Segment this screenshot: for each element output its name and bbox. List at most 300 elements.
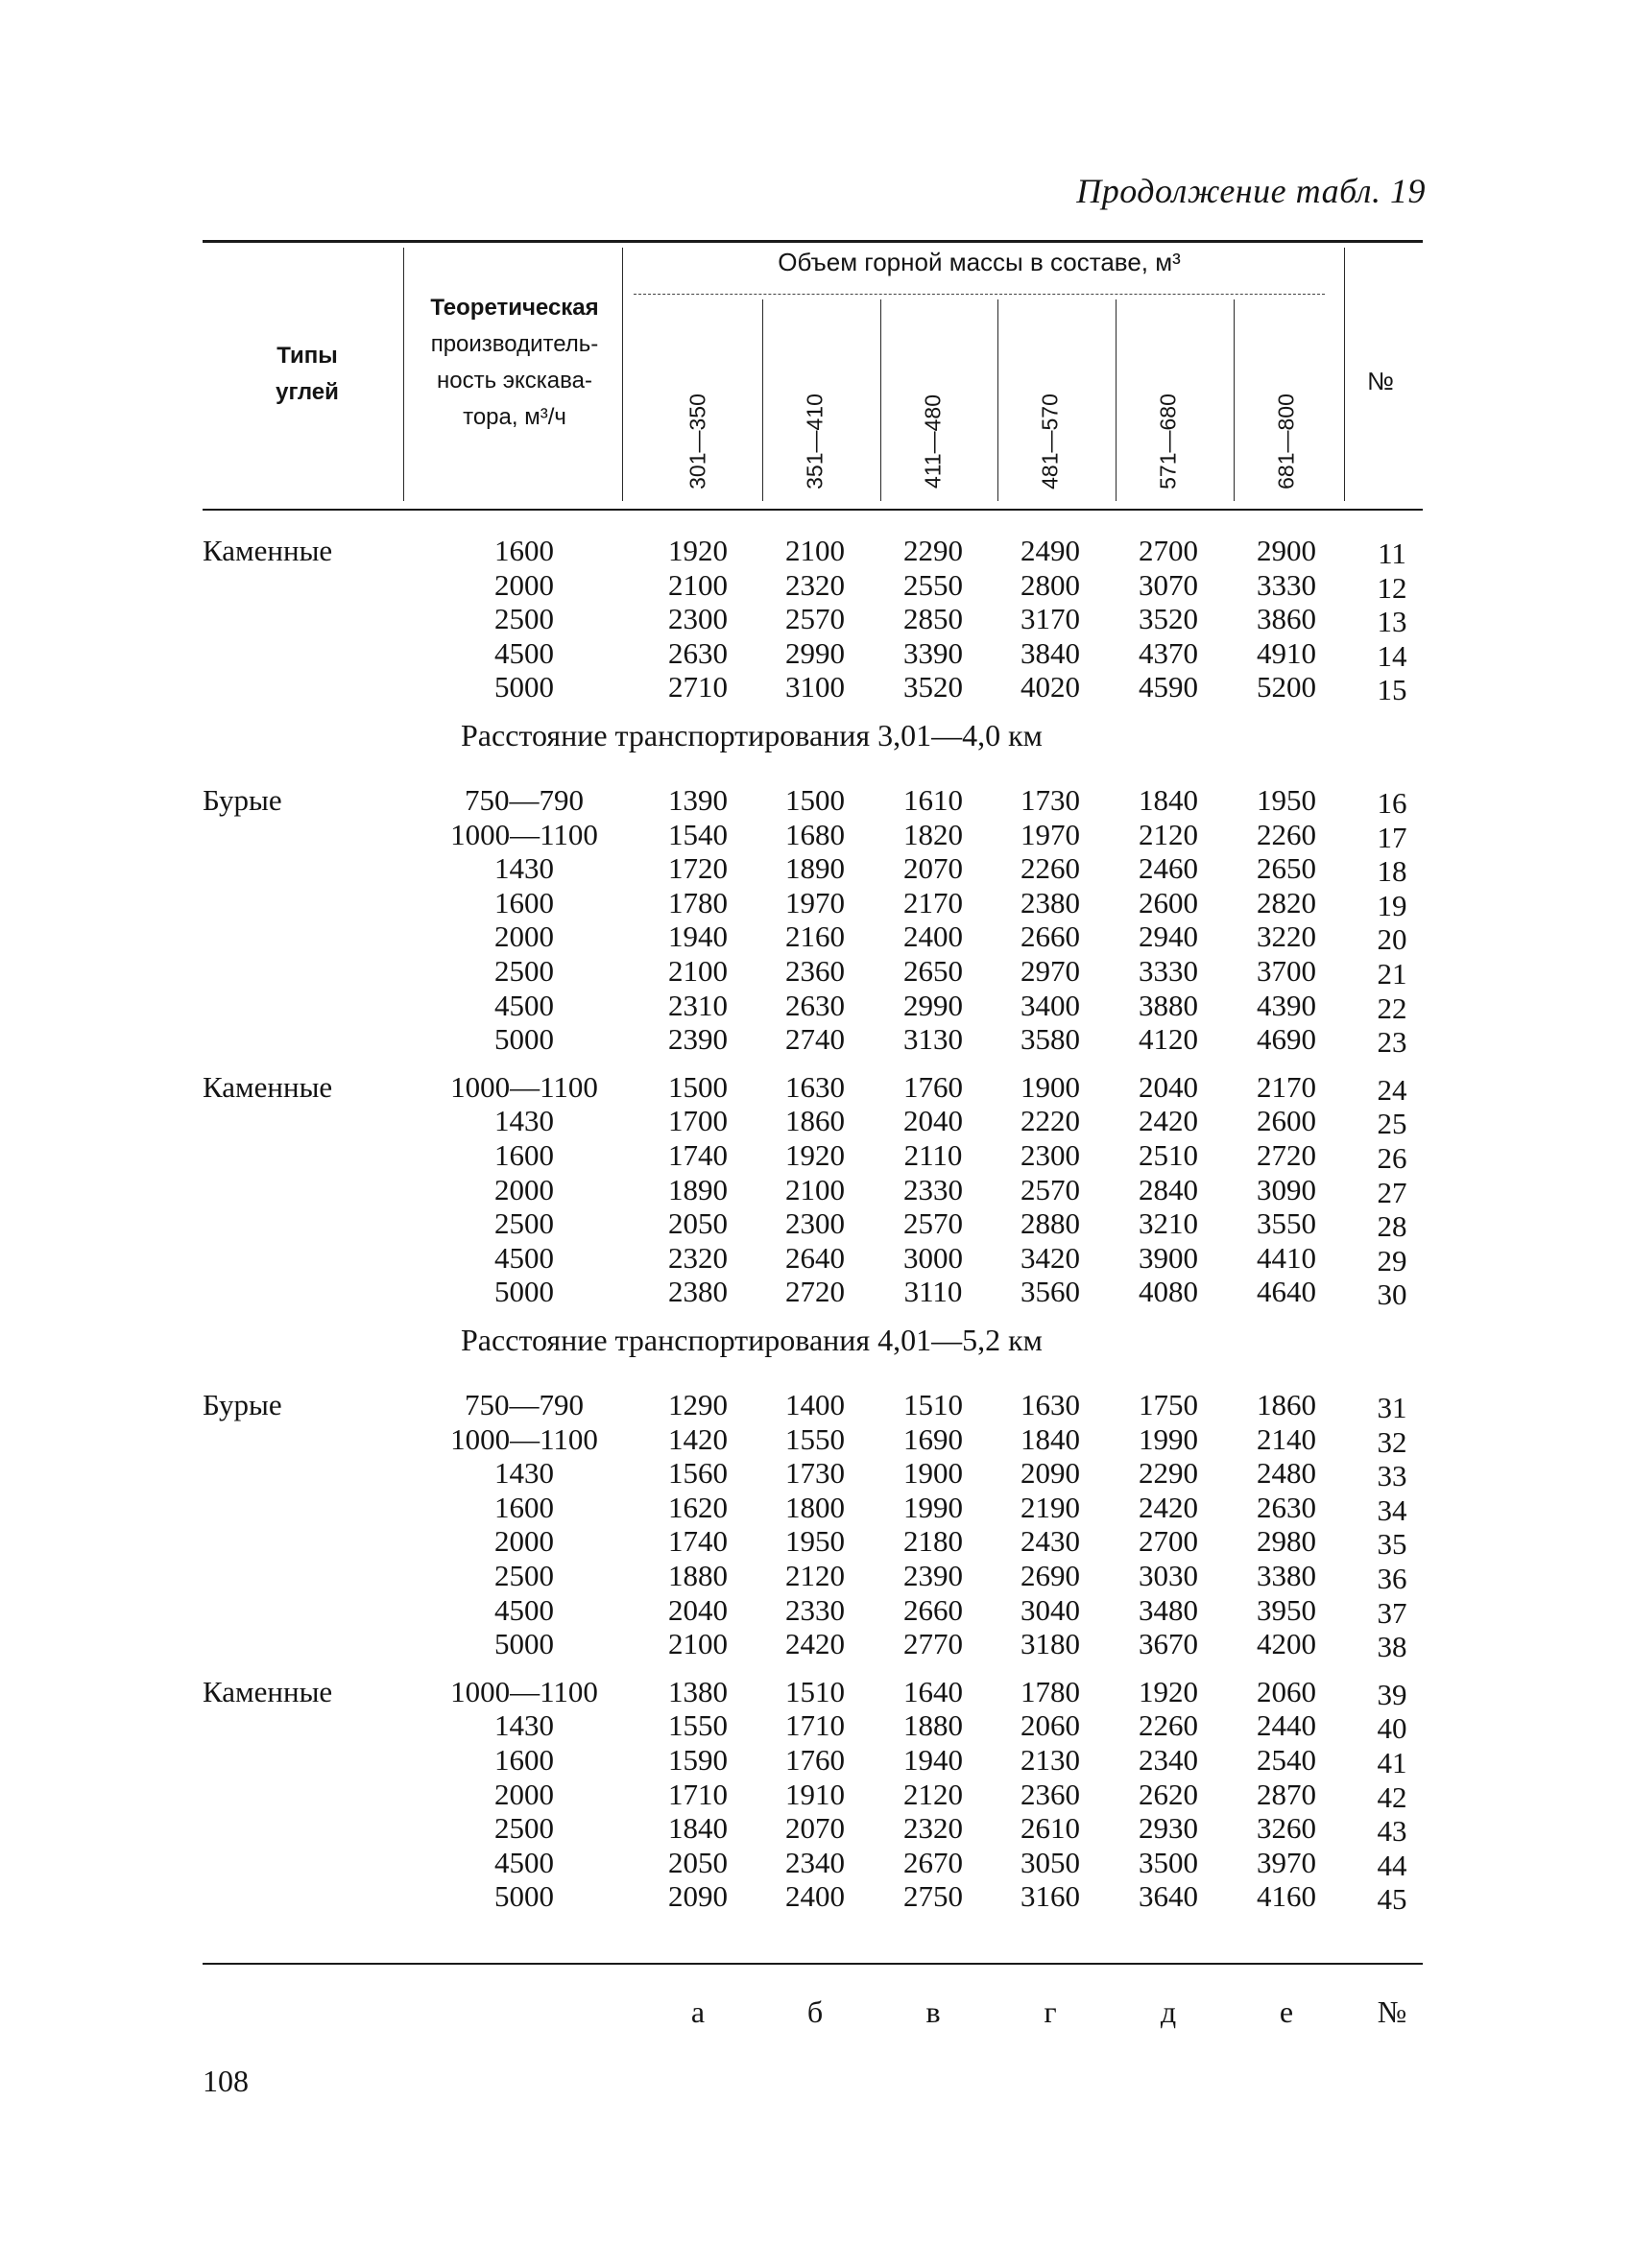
volume-value: 4910	[1257, 635, 1316, 670]
volume-value: 2770	[903, 1627, 963, 1661]
volume-value: 1630	[785, 1069, 845, 1104]
row-number: 28	[1377, 1209, 1407, 1244]
volume-value: 3500	[1139, 1845, 1198, 1879]
volume-value: 1550	[785, 1421, 845, 1456]
volume-value: 2630	[785, 988, 845, 1022]
types-header-line: Типы	[276, 343, 338, 369]
volume-value: 2650	[1257, 851, 1316, 886]
volume-value: 4200	[1257, 1627, 1316, 1661]
volume-value: 2460	[1139, 851, 1198, 886]
row-number: 42	[1377, 1779, 1407, 1814]
volume-value: 1860	[785, 1104, 845, 1138]
volume-range-header	[916, 384, 950, 499]
volume-value: 2570	[1021, 1172, 1080, 1206]
volume-value: 1880	[668, 1559, 728, 1592]
volume-value: 2850	[903, 602, 963, 636]
productivity-header	[407, 290, 622, 436]
coal-type: Каменные	[203, 1069, 333, 1104]
row-number: 39	[1377, 1677, 1407, 1711]
volume-value: 3880	[1139, 988, 1198, 1022]
volume-value: 1740	[668, 1524, 728, 1559]
productivity-value: 1430	[494, 1104, 554, 1138]
productivity-value: 4500	[494, 1845, 554, 1879]
volume-value: 3330	[1257, 567, 1316, 602]
volume-value: 3860	[1257, 602, 1316, 636]
volume-value: 1380	[668, 1674, 728, 1708]
volume-value: 1710	[785, 1708, 845, 1743]
row-number: 11	[1378, 537, 1406, 570]
volume-value: 2630	[1257, 1490, 1316, 1524]
row-number: 33	[1377, 1459, 1407, 1493]
volume-range-header	[1033, 384, 1068, 499]
volume-value: 3330	[1139, 954, 1198, 988]
volume-value: 2220	[1021, 1104, 1080, 1138]
volume-value: 2840	[1139, 1172, 1198, 1206]
volume-value: 2400	[785, 1879, 845, 1914]
productivity-value: 1000—1100	[450, 817, 598, 851]
volume-value: 1720	[668, 851, 728, 886]
volume-value: 2170	[1257, 1069, 1316, 1104]
volume-value: 3900	[1139, 1240, 1198, 1275]
volume-value: 4390	[1257, 988, 1316, 1022]
volume-value: 2700	[1139, 534, 1198, 567]
volume-value: 1890	[668, 1172, 728, 1206]
types-header-line: углей	[276, 379, 339, 405]
productivity-header-line: ность экскава-	[437, 368, 592, 394]
volume-value: 3180	[1021, 1627, 1080, 1661]
volume-value: 2300	[785, 1206, 845, 1241]
productivity-value: 2500	[494, 1206, 554, 1241]
volume-value: 2310	[668, 988, 728, 1022]
volume-value: 2340	[1139, 1743, 1198, 1777]
volume-value: 2290	[903, 534, 963, 567]
productivity-value: 750—790	[465, 1388, 584, 1421]
volume-value: 1890	[785, 851, 845, 886]
volume-value: 4120	[1139, 1022, 1198, 1057]
volume-value: 1970	[1021, 817, 1080, 851]
productivity-value: 4500	[494, 1240, 554, 1275]
volume-value: 3640	[1139, 1879, 1198, 1914]
volume-value: 2620	[1139, 1777, 1198, 1811]
section-title: Расстояние транспортирования 4,01—5,2 км	[461, 1323, 1043, 1357]
volume-value: 2120	[903, 1777, 963, 1811]
volume-value: 3670	[1139, 1627, 1198, 1661]
volume-value: 2090	[668, 1879, 728, 1914]
header-divider	[403, 248, 404, 501]
row-number: 23	[1377, 1025, 1407, 1060]
volume-value: 4020	[1021, 670, 1080, 704]
productivity-value: 5000	[494, 1627, 554, 1661]
volume-value: 2540	[1257, 1743, 1316, 1777]
volume-range-header	[1269, 384, 1304, 499]
volume-value: 1820	[903, 817, 963, 851]
volume-range-label: 481—570	[1037, 394, 1063, 489]
volume-value: 2650	[903, 954, 963, 988]
row-number: 32	[1377, 1424, 1407, 1459]
volume-value: 1620	[668, 1490, 728, 1524]
volume-value: 2940	[1139, 919, 1198, 954]
number-header: №	[1367, 367, 1394, 395]
volume-value: 3400	[1021, 988, 1080, 1022]
volume-value: 2390	[668, 1022, 728, 1057]
volume-value: 3050	[1021, 1845, 1080, 1879]
volume-value: 2100	[668, 567, 728, 602]
volume-value: 1540	[668, 817, 728, 851]
volume-value: 1940	[668, 919, 728, 954]
row-number: 22	[1377, 991, 1407, 1025]
row-number: 18	[1377, 854, 1407, 889]
volume-value: 1840	[1139, 783, 1198, 817]
volume-value: 2260	[1139, 1708, 1198, 1743]
volume-header-rule	[634, 294, 1325, 295]
coal-type: Бурые	[203, 1388, 282, 1421]
volume-value: 1740	[668, 1138, 728, 1172]
column-letter: е	[1279, 1994, 1294, 2029]
volume-value: 2040	[1139, 1069, 1198, 1104]
volume-value: 1700	[668, 1104, 728, 1138]
volume-value: 2360	[785, 954, 845, 988]
productivity-value: 1600	[494, 1743, 554, 1777]
volume-value: 1970	[785, 885, 845, 919]
volume-value: 3100	[785, 670, 845, 704]
volume-value: 2110	[903, 1138, 963, 1172]
volume-value: 3070	[1139, 567, 1198, 602]
table-bottom-rule	[203, 1963, 1423, 1965]
volume-value: 1920	[668, 534, 728, 567]
productivity-value: 2500	[494, 954, 554, 988]
volume-value: 2180	[903, 1524, 963, 1559]
section-title: Расстояние транспортирования 3,01—4,0 км	[461, 718, 1043, 752]
productivity-value: 2000	[494, 1172, 554, 1206]
row-number: 13	[1377, 605, 1407, 639]
volume-value: 2640	[785, 1240, 845, 1275]
volume-value: 5200	[1257, 670, 1316, 704]
productivity-value: 2500	[494, 602, 554, 636]
column-letter: д	[1160, 1994, 1177, 2029]
volume-value: 1400	[785, 1388, 845, 1421]
volume-value: 1640	[903, 1674, 963, 1708]
volume-value: 2050	[668, 1206, 728, 1241]
volume-range-label: 411—480	[920, 394, 946, 489]
productivity-value: 1600	[494, 1138, 554, 1172]
volume-value: 2550	[903, 567, 963, 602]
productivity-value: 1430	[494, 1708, 554, 1743]
volume-value: 2260	[1021, 851, 1080, 886]
volume-value: 2740	[785, 1022, 845, 1057]
row-number: 26	[1377, 1141, 1407, 1175]
row-number: 41	[1377, 1746, 1407, 1779]
productivity-value: 5000	[494, 1879, 554, 1914]
volume-value: 3000	[903, 1240, 963, 1275]
volume-value: 4370	[1139, 635, 1198, 670]
volume-value: 2100	[785, 1172, 845, 1206]
volume-value: 1750	[1139, 1388, 1198, 1421]
volume-value: 3380	[1257, 1559, 1316, 1592]
volume-value: 2990	[785, 635, 845, 670]
volume-value: 3390	[903, 635, 963, 670]
volume-value: 2570	[903, 1206, 963, 1241]
row-number: 24	[1377, 1072, 1407, 1107]
volume-value: 2870	[1257, 1777, 1316, 1811]
volume-range-header	[1151, 384, 1186, 499]
volume-value: 2040	[668, 1592, 728, 1627]
volume-value: 2670	[903, 1845, 963, 1879]
volume-value: 3030	[1139, 1559, 1198, 1592]
volume-value: 2710	[668, 670, 728, 704]
volume-value: 3420	[1021, 1240, 1080, 1275]
volume-value: 1420	[668, 1421, 728, 1456]
volume-value: 2100	[668, 954, 728, 988]
volume-value: 2570	[785, 602, 845, 636]
volume-value: 3130	[903, 1022, 963, 1057]
productivity-value: 4500	[494, 635, 554, 670]
volume-value: 3970	[1257, 1845, 1316, 1879]
volume-value: 4080	[1139, 1275, 1198, 1309]
productivity-header-line: Теоретическая	[430, 295, 599, 321]
productivity-value: 5000	[494, 670, 554, 704]
productivity-value: 4500	[494, 988, 554, 1022]
volume-value: 2100	[785, 534, 845, 567]
volume-value: 1710	[668, 1777, 728, 1811]
volume-value: 3520	[1139, 602, 1198, 636]
productivity-value: 5000	[494, 1275, 554, 1309]
volume-value: 1690	[903, 1421, 963, 1456]
row-number: 43	[1377, 1814, 1407, 1849]
volume-value: 1610	[903, 783, 963, 817]
volume-value: 2930	[1139, 1811, 1198, 1846]
volume-value: 1900	[903, 1456, 963, 1491]
productivity-value: 2000	[494, 1524, 554, 1559]
page-number: 108	[203, 2064, 249, 2098]
volume-value: 2360	[1021, 1777, 1080, 1811]
volume-value: 2330	[785, 1592, 845, 1627]
volume-value: 2070	[903, 851, 963, 886]
table-header-rule	[203, 509, 1423, 511]
volume-value: 3170	[1021, 602, 1080, 636]
volume-value: 2170	[903, 885, 963, 919]
row-number: 21	[1377, 957, 1407, 991]
volume-value: 1550	[668, 1708, 728, 1743]
volume-value: 1500	[668, 1069, 728, 1104]
volume-range-header	[798, 384, 832, 499]
volume-value: 2050	[668, 1845, 728, 1879]
row-number: 16	[1377, 786, 1407, 820]
volume-value: 1730	[785, 1456, 845, 1491]
volume-value: 2660	[903, 1592, 963, 1627]
volume-value: 2290	[1139, 1456, 1198, 1491]
productivity-value: 2500	[494, 1811, 554, 1846]
volume-value: 2320	[785, 567, 845, 602]
volume-value: 2330	[903, 1172, 963, 1206]
types-header	[240, 338, 374, 411]
table-top-rule	[203, 240, 1423, 243]
volume-value: 2380	[668, 1275, 728, 1309]
volume-value: 2190	[1021, 1490, 1080, 1524]
range-divider	[1234, 299, 1235, 501]
volume-value: 1880	[903, 1708, 963, 1743]
row-number: 45	[1377, 1882, 1407, 1917]
volume-value: 1900	[1021, 1069, 1080, 1104]
volume-value: 1780	[668, 885, 728, 919]
volume-value: 2750	[903, 1879, 963, 1914]
volume-value: 2320	[668, 1240, 728, 1275]
number-column-letter: №	[1377, 1994, 1407, 2029]
volume-value: 3480	[1139, 1592, 1198, 1627]
volume-value: 1840	[1021, 1421, 1080, 1456]
row-number: 17	[1377, 820, 1407, 854]
volume-value: 3840	[1021, 635, 1080, 670]
volume-value: 3160	[1021, 1879, 1080, 1914]
volume-value: 3220	[1257, 919, 1316, 954]
volume-value: 1680	[785, 817, 845, 851]
volume-value: 2440	[1257, 1708, 1316, 1743]
volume-value: 4640	[1257, 1275, 1316, 1309]
volume-value: 2420	[1139, 1490, 1198, 1524]
volume-value: 2610	[1021, 1811, 1080, 1846]
coal-type: Каменные	[203, 1674, 333, 1708]
volume-value: 2400	[903, 919, 963, 954]
productivity-value: 1430	[494, 1456, 554, 1491]
volume-value: 3520	[903, 670, 963, 704]
column-letter: а	[690, 1994, 706, 2029]
volume-value: 2420	[1139, 1104, 1198, 1138]
volume-value: 3950	[1257, 1592, 1316, 1627]
row-number: 19	[1377, 888, 1407, 922]
volume-value: 1500	[785, 783, 845, 817]
productivity-value: 1000—1100	[450, 1069, 598, 1104]
volume-value: 2140	[1257, 1421, 1316, 1456]
volume-value: 2900	[1257, 534, 1316, 567]
volume-value: 2990	[903, 988, 963, 1022]
volume-value: 2430	[1021, 1524, 1080, 1559]
row-number: 31	[1377, 1391, 1407, 1424]
volume-value: 2120	[1139, 817, 1198, 851]
volume-value: 1560	[668, 1456, 728, 1491]
row-number: 37	[1377, 1595, 1407, 1630]
volume-value: 2980	[1257, 1524, 1316, 1559]
volume-value: 1630	[1021, 1388, 1080, 1421]
row-number: 36	[1377, 1562, 1407, 1595]
volume-value: 2600	[1257, 1104, 1316, 1138]
volume-value: 2130	[1021, 1743, 1080, 1777]
volume-value: 1590	[668, 1743, 728, 1777]
volume-value: 4160	[1257, 1879, 1316, 1914]
volume-value: 3560	[1021, 1275, 1080, 1309]
coal-type: Бурые	[203, 783, 282, 817]
volume-value: 3260	[1257, 1811, 1316, 1846]
volume-value: 2380	[1021, 885, 1080, 919]
column-letter: в	[925, 1994, 941, 2029]
volume-value: 2600	[1139, 885, 1198, 919]
volume-value: 1920	[785, 1138, 845, 1172]
productivity-header-line: тора, м³/ч	[463, 404, 566, 430]
volume-value: 4410	[1257, 1240, 1316, 1275]
volume-value: 1390	[668, 783, 728, 817]
productivity-value: 1600	[494, 885, 554, 919]
volume-value: 2060	[1257, 1674, 1316, 1708]
row-number: 12	[1377, 570, 1407, 605]
volume-value: 1920	[1139, 1674, 1198, 1708]
productivity-value: 5000	[494, 1022, 554, 1057]
volume-value: 2800	[1021, 567, 1080, 602]
volume-value: 2340	[785, 1845, 845, 1879]
volume-value: 2660	[1021, 919, 1080, 954]
row-number: 29	[1377, 1243, 1407, 1277]
volume-value: 1760	[903, 1069, 963, 1104]
row-number: 27	[1377, 1175, 1407, 1209]
volume-value: 2720	[785, 1275, 845, 1309]
productivity-value: 2000	[494, 1777, 554, 1811]
row-number: 20	[1377, 922, 1407, 957]
page-header: Продолжение табл. 19	[1076, 172, 1426, 210]
productivity-value: 2000	[494, 919, 554, 954]
volume-value: 3550	[1257, 1206, 1316, 1241]
volume-value: 2070	[785, 1811, 845, 1846]
row-number: 35	[1377, 1527, 1407, 1562]
volume-value: 2040	[903, 1104, 963, 1138]
volume-value: 4590	[1139, 670, 1198, 704]
volume-value: 1950	[1257, 783, 1316, 817]
volume-range-header	[681, 384, 715, 499]
volume-value: 2490	[1021, 534, 1080, 567]
column-letter: б	[806, 1994, 824, 2029]
volume-value: 2320	[903, 1811, 963, 1846]
productivity-value: 2000	[494, 567, 554, 602]
range-divider	[762, 299, 763, 501]
volume-value: 1510	[903, 1388, 963, 1421]
volume-range-label: 681—800	[1273, 394, 1299, 489]
range-divider	[1116, 299, 1117, 501]
volume-value: 2390	[903, 1559, 963, 1592]
header-divider	[1344, 248, 1345, 501]
volume-value: 2100	[668, 1627, 728, 1661]
productivity-value: 1600	[494, 1490, 554, 1524]
productivity-header-line: производитель-	[430, 331, 599, 357]
volume-value: 2060	[1021, 1708, 1080, 1743]
volume-value: 3110	[903, 1275, 963, 1309]
volume-range-label: 301—350	[684, 394, 710, 489]
row-number: 44	[1377, 1848, 1407, 1882]
productivity-value: 1430	[494, 851, 554, 886]
volume-value: 1990	[1139, 1421, 1198, 1456]
row-number: 14	[1377, 638, 1407, 673]
volume-value: 2510	[1139, 1138, 1198, 1172]
row-number: 34	[1377, 1492, 1407, 1527]
row-number: 38	[1377, 1630, 1407, 1664]
volume-value: 2690	[1021, 1559, 1080, 1592]
productivity-value: 1000—1100	[450, 1674, 598, 1708]
row-number: 25	[1377, 1107, 1407, 1141]
volume-value: 1840	[668, 1811, 728, 1846]
volume-value: 2420	[785, 1627, 845, 1661]
volume-value: 1940	[903, 1743, 963, 1777]
volume-value: 1800	[785, 1490, 845, 1524]
row-number: 30	[1377, 1277, 1407, 1312]
volume-value: 1860	[1257, 1388, 1316, 1421]
volume-range-label: 571—680	[1155, 394, 1181, 489]
volume-value: 3040	[1021, 1592, 1080, 1627]
volume-value: 1990	[903, 1490, 963, 1524]
productivity-value: 1600	[494, 534, 554, 567]
volume-value: 3700	[1257, 954, 1316, 988]
coal-type: Каменные	[203, 534, 333, 567]
volume-value: 2120	[785, 1559, 845, 1592]
range-divider	[997, 299, 998, 501]
volume-value: 3090	[1257, 1172, 1316, 1206]
volume-value: 1910	[785, 1777, 845, 1811]
volume-value: 2630	[668, 635, 728, 670]
range-divider	[880, 299, 881, 501]
